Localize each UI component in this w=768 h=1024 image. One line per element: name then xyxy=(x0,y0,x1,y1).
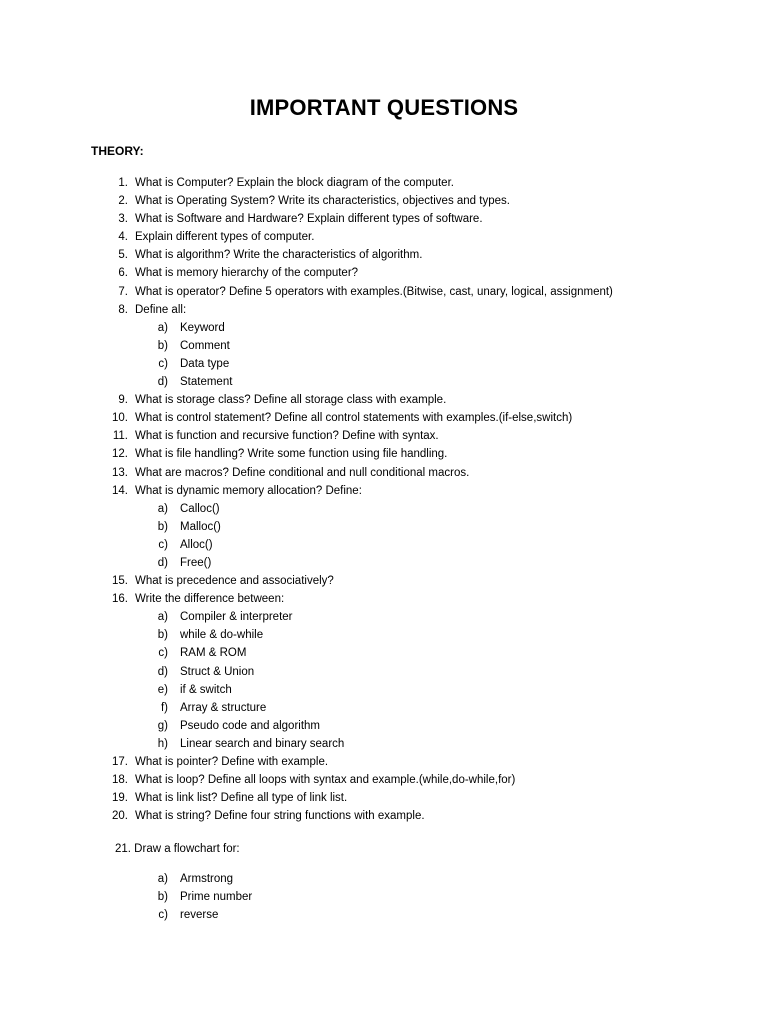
sub-item-text: Armstrong xyxy=(180,873,234,885)
question-item xyxy=(0,572,768,590)
sub-item-letter: c) xyxy=(158,357,168,370)
sub-item xyxy=(0,518,768,536)
question-number: 6. xyxy=(118,267,128,280)
sub-item-text: if & switch xyxy=(180,683,232,696)
sub-item-text: Array & structure xyxy=(180,701,267,714)
sub-item-text: Comment xyxy=(180,339,230,352)
question-text: What is loop? Define all loops with syntax and example.(while,do-while,for) xyxy=(135,774,516,787)
question-item xyxy=(0,246,768,264)
sub-item-text: Struct & Union xyxy=(180,665,255,678)
sub-item xyxy=(0,500,768,518)
question-text: What is function and recursive function? Define with syntax. xyxy=(135,430,439,443)
sub-item-letter: b) xyxy=(157,629,168,642)
sub-item-letter: d) xyxy=(157,556,168,569)
question-item xyxy=(0,228,768,246)
question-number: 18. xyxy=(112,774,128,787)
question-number: 7. xyxy=(118,285,128,298)
sub-item-text: Calloc() xyxy=(180,502,220,515)
question-number: 11. xyxy=(112,430,128,443)
question-item xyxy=(0,771,768,789)
question-text: What is file handling? Write some function using file handling. xyxy=(135,448,448,461)
sub-item-text: Statement xyxy=(180,376,233,389)
question-text: Explain different types of computer. xyxy=(135,231,315,244)
sub-item xyxy=(0,663,768,681)
question-text: What is string? Define four string functions with example. xyxy=(135,810,425,823)
sub-item-text: Data type xyxy=(180,357,230,370)
question-item xyxy=(0,464,768,482)
question-text: What is storage class? Define all storage class with example. xyxy=(135,394,447,407)
question-item xyxy=(0,427,768,445)
sub-item xyxy=(0,906,768,924)
sub-item xyxy=(0,644,768,662)
question-text: What is control statement? Define all control statements with examples.(if-else,switch) xyxy=(135,412,573,425)
sub-item xyxy=(0,337,768,355)
question-item xyxy=(0,789,768,807)
question-text: What is Operating System? Write its characteristics, objectives and types. xyxy=(135,195,510,208)
sub-item-text: Pseudo code and algorithm xyxy=(180,719,321,732)
sub-item-text: RAM & ROM xyxy=(180,647,247,660)
sub-item-text: reverse xyxy=(180,909,219,922)
sub-item-letter: a) xyxy=(157,611,168,624)
sub-item-letter: f) xyxy=(160,701,168,714)
sub-item xyxy=(0,735,768,753)
question-21: 21. Draw a flowchart for: xyxy=(115,843,240,855)
question-item xyxy=(0,264,768,282)
question-number: 15. xyxy=(112,575,128,588)
section-heading: THEORY: xyxy=(91,144,144,158)
sub-item-letter: d) xyxy=(157,665,168,678)
sub-item xyxy=(0,536,768,554)
sub-item-letter: a) xyxy=(157,873,168,885)
sub-item xyxy=(0,626,768,644)
question-number: 20. xyxy=(112,810,128,823)
question-number: 13. xyxy=(112,466,128,479)
question-text: What is link list? Define all type of link list. xyxy=(135,792,348,805)
question-text: Define all: xyxy=(135,303,187,316)
sub-item-letter: b) xyxy=(157,339,168,352)
question-number: 1. xyxy=(118,177,128,189)
sub-item-text: Prime number xyxy=(180,891,253,904)
question-number: 19. xyxy=(112,792,128,805)
sub-item-text: Alloc() xyxy=(180,538,213,551)
question-item xyxy=(0,210,768,228)
question-item xyxy=(0,391,768,409)
sub-item-text: Keyword xyxy=(180,321,225,334)
sub-item-text: Compiler & interpreter xyxy=(180,611,293,624)
sub-item-letter: b) xyxy=(157,891,168,904)
question-number: 3. xyxy=(118,213,128,226)
question-text: What is dynamic memory allocation? Define: xyxy=(135,484,362,497)
sub-item-text: Free() xyxy=(180,556,212,569)
question-item xyxy=(0,174,768,192)
question-text: What is memory hierarchy of the computer? xyxy=(135,267,359,280)
question-number: 16. xyxy=(112,593,128,606)
question-number: 14. xyxy=(112,484,128,497)
sub-item xyxy=(0,554,768,572)
question-item xyxy=(0,301,768,319)
question-text: What is algorithm? Write the characteristics of algorithm. xyxy=(135,249,423,262)
sub-item-letter: c) xyxy=(158,647,168,660)
question-number: 10. xyxy=(112,412,128,425)
question-text: What is Software and Hardware? Explain different types of software. xyxy=(135,213,483,226)
question-number: 4. xyxy=(118,231,128,244)
question-number: 17. xyxy=(112,756,128,768)
sub-item-letter: a) xyxy=(157,321,168,334)
question-item xyxy=(0,192,768,210)
question-text: What is pointer? Define with example. xyxy=(135,756,329,768)
sub-item-letter: e) xyxy=(157,683,168,696)
sub-item xyxy=(0,373,768,391)
question-item xyxy=(0,753,768,771)
sub-item xyxy=(0,355,768,373)
sub-item xyxy=(0,681,768,699)
question-text: What are macros? Define conditional and null conditional macros. xyxy=(135,466,470,479)
question-number: 5. xyxy=(118,249,128,262)
sub-item xyxy=(0,608,768,626)
sub-item-letter: b) xyxy=(157,520,168,533)
sub-item-text: Malloc() xyxy=(180,520,221,533)
sub-item xyxy=(0,870,768,888)
sub-item-letter: c) xyxy=(158,909,168,922)
question-item xyxy=(0,409,768,427)
sub-item xyxy=(0,699,768,717)
sub-item-letter: h) xyxy=(157,737,168,750)
sub-item-letter: c) xyxy=(158,538,168,551)
sub-item-text: Linear search and binary search xyxy=(180,737,345,750)
question-text: What is operator? Define 5 operators with examples.(Bitwise, cast, unary, logical, assignment) xyxy=(135,285,613,298)
question-text: What is Computer? Explain the block diagram of the computer. xyxy=(135,177,454,189)
question-number: 12. xyxy=(112,448,128,461)
question-item xyxy=(0,283,768,301)
question-item xyxy=(0,482,768,500)
question-text: Write the difference between: xyxy=(135,593,285,606)
question-number: 2. xyxy=(118,195,128,208)
page-title: IMPORTANT QUESTIONS xyxy=(249,95,519,120)
sub-item-letter: d) xyxy=(157,376,168,389)
sub-item xyxy=(0,319,768,337)
question-item xyxy=(0,590,768,608)
sub-item xyxy=(0,888,768,906)
question-item xyxy=(0,807,768,825)
question-21-sublist xyxy=(0,870,768,924)
question-item xyxy=(0,445,768,463)
question-number: 8. xyxy=(118,303,128,316)
question-number: 9. xyxy=(118,394,128,407)
sub-item xyxy=(0,717,768,735)
question-text: What is precedence and associatively? xyxy=(135,575,334,588)
question-list xyxy=(0,174,768,825)
sub-item-letter: a) xyxy=(157,502,168,515)
sub-item-text: while & do-while xyxy=(180,629,264,642)
sub-item-letter: g) xyxy=(157,719,168,732)
